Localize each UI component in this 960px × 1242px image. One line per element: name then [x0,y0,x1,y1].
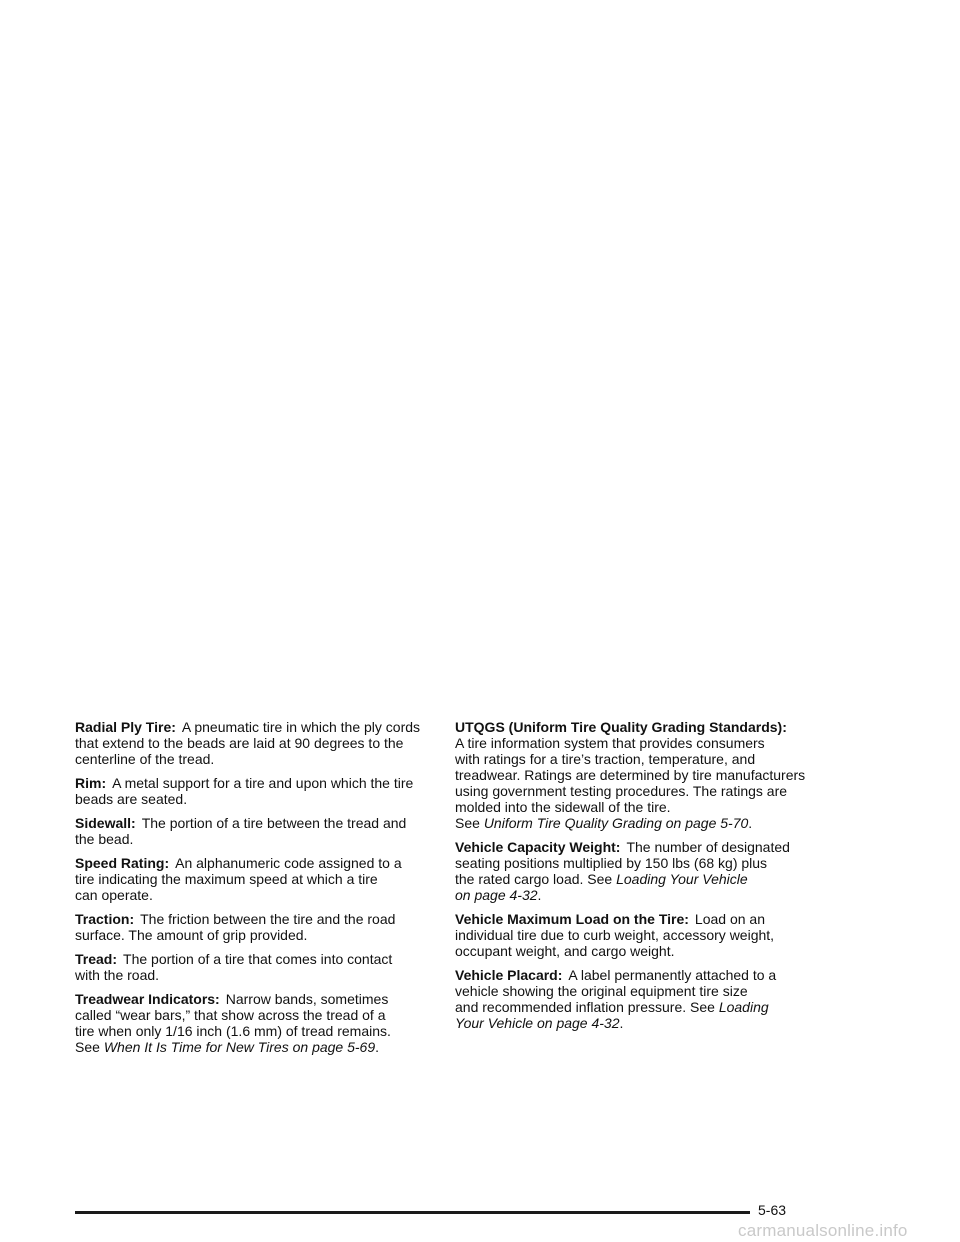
cross-reference-link[interactable]: Loading Your Vehicle on page 4-32 [455,871,748,903]
glossary-term: Sidewall: [75,815,136,831]
glossary-term: UTQGS (Uniform Tire Quality Grading Standards): [455,719,787,735]
glossary-entry-sidewall [75,815,437,847]
glossary-definition: An alphanumeric code assigned to a tire indicating the maximum speed at which a tire can operate. [75,855,402,903]
glossary-definition: The friction between the tire and the road surface. The amount of grip provided. [75,911,396,943]
glossary-entry-treadwear-indicators [75,991,437,1055]
right-column [455,719,830,1039]
page-number: 5-63 [758,1202,787,1218]
glossary-entry-utqgs [455,719,830,831]
glossary-definition: Load on an individual tire due to curb weight, accessory weight, occupant weight, and cargo weight. [455,911,775,959]
glossary-definition-end: . [375,1039,380,1055]
glossary-term: Treadwear Indicators: [75,991,220,1007]
glossary-term: Vehicle Maximum Load on the Tire: [455,911,689,927]
glossary-entry-vehicle-maximum-load [455,911,830,959]
glossary-definition: The portion of a tire that comes into contact with the road. [75,951,393,983]
glossary-term: Tread: [75,951,118,967]
glossary-entry-speed-rating [75,855,437,903]
glossary-term: Vehicle Capacity Weight: [455,839,621,855]
glossary-entry-tread [75,951,437,983]
glossary-definition: A label permanently attached to a vehicle showing the original equipment tire size and recommended inflation pressure. See [455,967,777,1015]
left-column [75,719,437,1063]
glossary-term: Speed Rating: [75,855,170,871]
footer-divider [75,1211,750,1214]
glossary-term: Traction: [75,911,135,927]
glossary-term: Vehicle Placard: [455,967,563,983]
glossary-definition-end: . [748,815,753,831]
glossary-definition-end: . [537,887,542,903]
cross-reference-link[interactable]: When It Is Time for New Tires on page 5-69 [103,1039,376,1055]
glossary-term: Radial Ply Tire: [75,719,176,735]
glossary-entry-vehicle-placard [455,967,830,1031]
cross-reference-link[interactable]: Uniform Tire Quality Grading on page 5-70 [483,815,749,831]
glossary-definition: A metal support for a tire and upon which the tire beads are seated. [75,775,414,807]
cross-reference-link[interactable]: Loading Your Vehicle on page 4-32 [455,999,769,1031]
glossary-entry-traction [75,911,437,943]
glossary-definition: A pneumatic tire in which the ply cords that extend to the beads are laid at 90 degrees to the centerline of the tread. [75,719,421,767]
glossary-definition: A tire information system that provides consumers with ratings for a tire’s traction, temperature, and treadwear. Ratings are determined by tire manufacturers using government testing procedures. The ratings are molded into the sidewall of the tire. See [455,735,806,831]
glossary-term: Rim: [75,775,107,791]
glossary-entry-rim [75,775,437,807]
glossary-entry-radial-ply-tire [75,719,437,767]
glossary-definition: The portion of a tire between the tread and the bead. [75,815,407,847]
glossary-definition: The number of designated seating positions multiplied by 150 lbs (68 kg) plus the rated cargo load. See [455,839,790,887]
glossary-definition: Narrow bands, sometimes called “wear bars,” that show across the tread of a tire when only 1/16 inch (1.6 mm) of tread remains. See [75,991,391,1055]
watermark: carmanualsonline.info [738,1221,908,1240]
glossary-definition-end: . [619,1015,624,1031]
glossary-entry-vehicle-capacity-weight [455,839,830,903]
